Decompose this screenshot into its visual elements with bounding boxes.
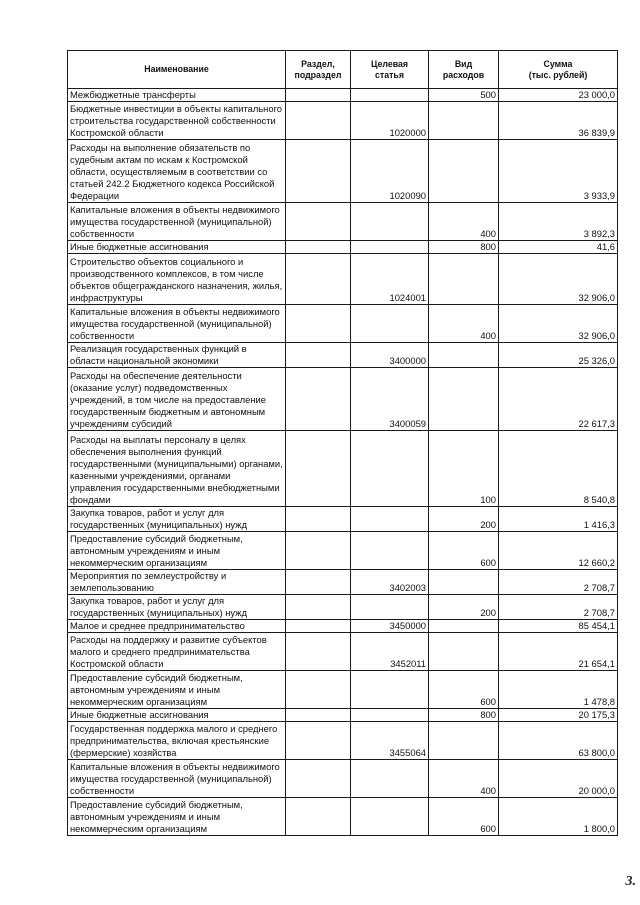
- cell-sum: 3 892,3: [499, 203, 618, 241]
- cell-section: [286, 532, 351, 570]
- table-row: [68, 241, 618, 254]
- cell-target: [351, 709, 429, 722]
- cell-target: [351, 507, 429, 532]
- cell-section: [286, 203, 351, 241]
- cell-name: Межбюджетные трансферты: [68, 89, 286, 102]
- cell-target: [351, 760, 429, 798]
- cell-target: 3452011: [351, 633, 429, 671]
- table-row: [68, 595, 618, 620]
- table-row: [68, 709, 618, 722]
- cell-name: Капитальные вложения в объекты недвижимого имущества государственной (муниципальной) собственности: [68, 760, 286, 798]
- page-number-mark: 3.: [625, 874, 636, 889]
- table-row: [68, 343, 618, 368]
- cell-type: 100: [429, 431, 499, 507]
- cell-type: 500: [429, 89, 499, 102]
- cell-sum: 1 478,8: [499, 671, 618, 709]
- cell-target: 3400000: [351, 343, 429, 368]
- header-type: Вид расходов: [429, 51, 499, 89]
- cell-sum: 22 617,3: [499, 368, 618, 431]
- cell-target: 3455064: [351, 722, 429, 760]
- table-row: [68, 633, 618, 671]
- cell-name: Предоставление субсидий бюджетным, автономным учреждениям и иным некоммерческим организациям: [68, 671, 286, 709]
- cell-section: [286, 620, 351, 633]
- cell-target: [351, 532, 429, 570]
- table-row: [68, 532, 618, 570]
- table-row: [68, 798, 618, 836]
- cell-sum: 41,6: [499, 241, 618, 254]
- cell-name: Бюджетные инвестиции в объекты капитального строительства государственной собственности Костромской области: [68, 102, 286, 140]
- cell-sum: 1 416,3: [499, 507, 618, 532]
- cell-section: [286, 241, 351, 254]
- cell-section: [286, 431, 351, 507]
- cell-sum: 2 708,7: [499, 570, 618, 595]
- cell-name: Капитальные вложения в объекты недвижимого имущества государственной (муниципальной) собственности: [68, 203, 286, 241]
- header-target: Целевая статья: [351, 51, 429, 89]
- cell-name: Иные бюджетные ассигнования: [68, 241, 286, 254]
- cell-section: [286, 722, 351, 760]
- cell-type: 800: [429, 241, 499, 254]
- table-row: [68, 254, 618, 305]
- cell-type: [429, 570, 499, 595]
- cell-type: 200: [429, 595, 499, 620]
- cell-type: 600: [429, 671, 499, 709]
- cell-target: 1020000: [351, 102, 429, 140]
- table-row: [68, 620, 618, 633]
- table-row: [68, 102, 618, 140]
- table-row: [68, 305, 618, 343]
- cell-type: [429, 140, 499, 203]
- cell-section: [286, 633, 351, 671]
- cell-name: Мероприятия по землеустройству и землепользованию: [68, 570, 286, 595]
- cell-type: [429, 633, 499, 671]
- table-row: [68, 431, 618, 507]
- table-row: [68, 507, 618, 532]
- cell-target: 1020090: [351, 140, 429, 203]
- cell-target: 3402003: [351, 570, 429, 595]
- cell-section: [286, 343, 351, 368]
- cell-sum: 20 175,3: [499, 709, 618, 722]
- cell-type: 600: [429, 798, 499, 836]
- cell-name: Расходы на выплаты персоналу в целях обеспечения выполнения функций государственными (муниципальными) органами, казенными учреждениями, органами управления государственными внебюджетными фондами: [68, 431, 286, 507]
- cell-name: Реализация государственных функций в области национальной экономики: [68, 343, 286, 368]
- cell-sum: 8 540,8: [499, 431, 618, 507]
- cell-section: [286, 368, 351, 431]
- cell-section: [286, 760, 351, 798]
- header-name: Наименование: [68, 51, 286, 89]
- cell-name: Расходы на поддержку и развитие субъектов малого и среднего предпринимательства Костромской области: [68, 633, 286, 671]
- cell-sum: 36 839,9: [499, 102, 618, 140]
- cell-sum: 63 800,0: [499, 722, 618, 760]
- cell-type: 400: [429, 760, 499, 798]
- cell-type: 400: [429, 203, 499, 241]
- cell-section: [286, 140, 351, 203]
- cell-target: 1024001: [351, 254, 429, 305]
- cell-type: [429, 254, 499, 305]
- cell-name: Иные бюджетные ассигнования: [68, 709, 286, 722]
- cell-section: [286, 507, 351, 532]
- cell-name: Закупка товаров, работ и услуг для государственных (муниципальных) нужд: [68, 595, 286, 620]
- cell-section: [286, 254, 351, 305]
- cell-sum: 32 906,0: [499, 254, 618, 305]
- cell-type: 600: [429, 532, 499, 570]
- cell-target: [351, 89, 429, 102]
- cell-sum: 12 660,2: [499, 532, 618, 570]
- cell-type: [429, 620, 499, 633]
- cell-section: [286, 102, 351, 140]
- cell-type: 800: [429, 709, 499, 722]
- cell-target: [351, 595, 429, 620]
- cell-type: 200: [429, 507, 499, 532]
- table-row: [68, 368, 618, 431]
- cell-sum: 23 000,0: [499, 89, 618, 102]
- cell-name: Государственная поддержка малого и среднего предпринимательства, включая крестьянские (фермерские) хозяйства: [68, 722, 286, 760]
- cell-target: 3450000: [351, 620, 429, 633]
- cell-target: 3400059: [351, 368, 429, 431]
- cell-name: Закупка товаров, работ и услуг для государственных (муниципальных) нужд: [68, 507, 286, 532]
- cell-sum: 2 708,7: [499, 595, 618, 620]
- header-section: Раздел, подраздел: [286, 51, 351, 89]
- cell-name: Малое и среднее предпринимательство: [68, 620, 286, 633]
- cell-type: [429, 722, 499, 760]
- cell-target: [351, 305, 429, 343]
- cell-target: [351, 431, 429, 507]
- header-sum: Сумма (тыс. рублей): [499, 51, 618, 89]
- budget-table: [67, 50, 618, 836]
- cell-name: Предоставление субсидий бюджетным, автономным учреждениям и иным некоммерческим организациям: [68, 798, 286, 836]
- cell-section: [286, 570, 351, 595]
- cell-sum: 21 654,1: [499, 633, 618, 671]
- table-row: [68, 89, 618, 102]
- table-row: [68, 760, 618, 798]
- cell-sum: 1 800,0: [499, 798, 618, 836]
- table-row: [68, 722, 618, 760]
- table-row: [68, 570, 618, 595]
- cell-name: Капитальные вложения в объекты недвижимого имущества государственной (муниципальной) собственности: [68, 305, 286, 343]
- cell-type: 400: [429, 305, 499, 343]
- cell-sum: 25 326,0: [499, 343, 618, 368]
- cell-name: Строительство объектов социального и производственного комплексов, в том числе объектов общегражданского назначения, жилья, инфраструктуры: [68, 254, 286, 305]
- cell-name: Предоставление субсидий бюджетным, автономным учреждениям и иным некоммерческим организациям: [68, 532, 286, 570]
- cell-section: [286, 709, 351, 722]
- cell-target: [351, 798, 429, 836]
- table-row: [68, 203, 618, 241]
- table-row: [68, 140, 618, 203]
- cell-type: [429, 102, 499, 140]
- cell-name: Расходы на обеспечение деятельности (оказание услуг) подведомственных учреждений, в том числе на предоставление государственным бюджетным и автономным учреждениям субсидий: [68, 368, 286, 431]
- cell-section: [286, 595, 351, 620]
- table-header-row: [68, 51, 618, 89]
- table-row: [68, 671, 618, 709]
- cell-type: [429, 343, 499, 368]
- cell-sum: 32 906,0: [499, 305, 618, 343]
- cell-section: [286, 671, 351, 709]
- cell-section: [286, 798, 351, 836]
- cell-target: [351, 671, 429, 709]
- cell-sum: 3 933,9: [499, 140, 618, 203]
- cell-name: Расходы на выполнение обязательств по судебным актам по искам к Костромской области, осуществляемым в соответствии со статьей 242.2 Бюджетного кодекса Российской Федерации: [68, 140, 286, 203]
- cell-sum: 20 000,0: [499, 760, 618, 798]
- cell-section: [286, 305, 351, 343]
- cell-sum: 85 454,1: [499, 620, 618, 633]
- cell-target: [351, 241, 429, 254]
- cell-section: [286, 89, 351, 102]
- cell-target: [351, 203, 429, 241]
- cell-type: [429, 368, 499, 431]
